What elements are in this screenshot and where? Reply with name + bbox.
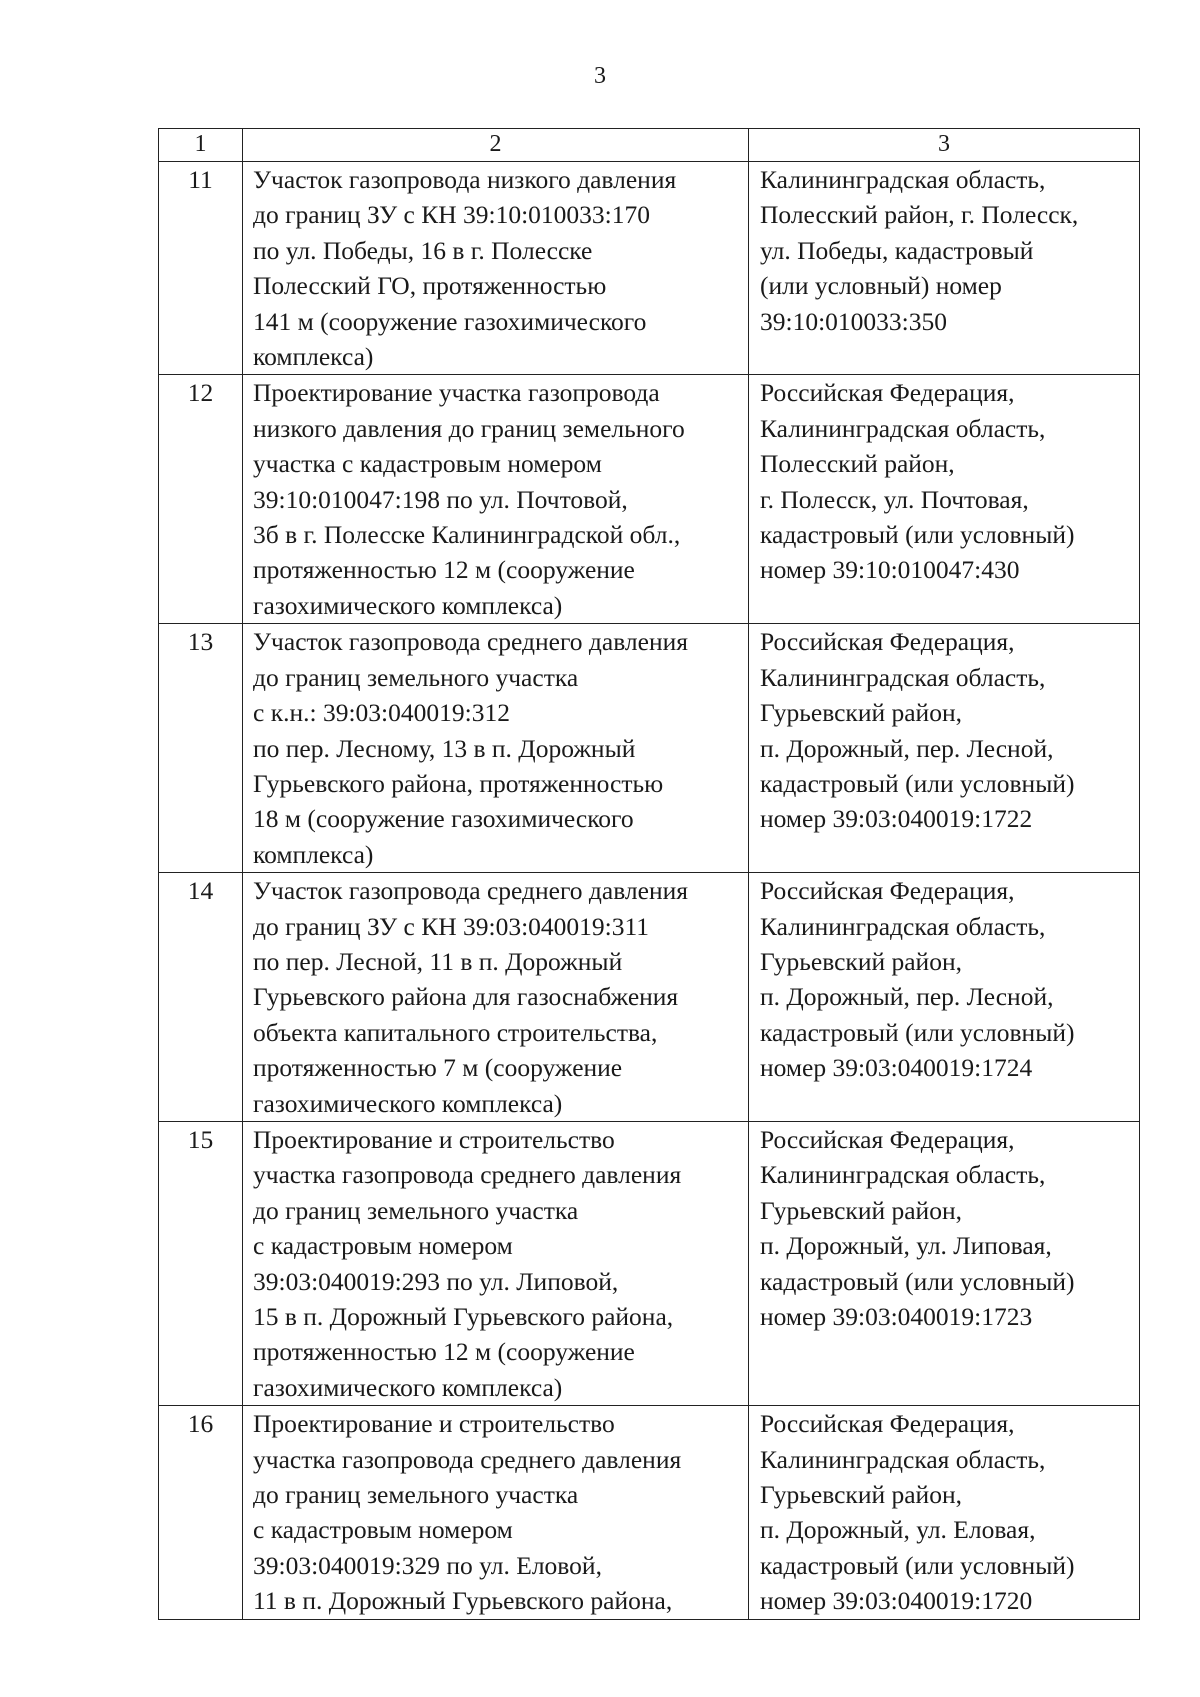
location-line: Российская Федерация,	[760, 627, 1015, 657]
object-description-cell	[243, 1121, 749, 1405]
location-line: п. Дорожный, ул. Еловая,	[760, 1515, 1036, 1545]
location-line: номер 39:03:040019:1720	[760, 1586, 1033, 1616]
location-line: Калининградская область,	[760, 662, 1046, 692]
location-line: кадастровый (или условный)	[760, 520, 1075, 550]
row-number-cell: 16	[159, 1406, 243, 1619]
description-line: комплекса)	[253, 839, 374, 869]
location-line: кадастровый (или условный)	[760, 1017, 1075, 1047]
location-line: кадастровый (или условный)	[760, 1266, 1075, 1296]
location-line: Гурьевский район,	[760, 946, 962, 976]
description-line: низкого давления до границ земельного	[253, 413, 685, 443]
description-line: газохимического комплекса)	[253, 1372, 563, 1402]
table-row	[159, 624, 1140, 873]
object-description-cell	[243, 624, 749, 873]
location-line: номер 39:03:040019:1724	[760, 1053, 1033, 1083]
description-line: протяженностью 12 м (сооружение	[253, 555, 635, 585]
description-line: 15 в п. Дорожный Гурьевского района,	[253, 1302, 674, 1331]
description-line: до границ ЗУ с КН 39:03:040019:311	[253, 911, 650, 941]
location-line: Полесский район, г. Полесск,	[760, 200, 1079, 230]
description-line: Гурьевского района для газоснабжения	[253, 982, 679, 1012]
object-location-cell	[749, 624, 1140, 873]
page-number: 3	[594, 63, 606, 89]
description-line: с кадастровым номером	[253, 1231, 513, 1261]
description-line: участка газопровода среднего давления	[253, 1160, 682, 1190]
table-row	[159, 873, 1140, 1122]
object-location-cell	[749, 873, 1140, 1122]
location-line: 39:10:010033:350	[760, 306, 948, 336]
description-line: газохимического комплекса)	[253, 1088, 563, 1118]
description-line: участка газопровода среднего давления	[253, 1444, 682, 1474]
description-line: газохимического комплекса)	[253, 590, 563, 620]
header-row	[159, 129, 1140, 162]
table-row	[159, 1406, 1140, 1619]
location-line: Российская Федерация,	[760, 876, 1015, 906]
row-number-cell: 15	[159, 1121, 243, 1405]
location-line: номер 39:03:040019:1722	[760, 804, 1033, 834]
table-row	[159, 1121, 1140, 1405]
description-line: 18 м (сооружение газохимического	[253, 804, 634, 834]
description-line: объекта капитального строительства,	[253, 1017, 658, 1047]
row-number-cell: 12	[159, 375, 243, 624]
location-line: п. Дорожный, ул. Липовая,	[760, 1231, 1052, 1261]
description-line: с кадастровым номером	[253, 1515, 513, 1545]
row-number-cell: 14	[159, 873, 243, 1122]
row-number-cell: 13	[159, 624, 243, 873]
description-line: по ул. Победы, 16 в г. Полесске	[253, 235, 593, 265]
object-description-cell	[243, 873, 749, 1122]
description-line: Проектирование участка газопровода	[253, 378, 660, 408]
table-body	[159, 129, 1140, 1620]
description-line: 11 в п. Дорожный Гурьевского района,	[253, 1586, 673, 1616]
location-line: Калининградская область,	[760, 1444, 1046, 1474]
description-line: участка с кадастровым номером	[253, 449, 602, 479]
description-line: Участок газопровода среднего давления	[253, 627, 688, 657]
description-line: с к.н.: 39:03:040019:312	[253, 698, 510, 728]
location-line: Гурьевский район,	[760, 698, 962, 728]
object-description-cell	[243, 375, 749, 624]
location-line: п. Дорожный, пер. Лесной,	[760, 982, 1054, 1012]
description-line: Проектирование и строительство	[253, 1409, 615, 1439]
header-cell-col1: 1	[159, 129, 243, 162]
object-location-cell	[749, 162, 1140, 375]
description-line: Полесский ГО, протяженностью	[253, 271, 607, 301]
header-cell-col3: 3	[749, 129, 1140, 162]
description-line: до границ земельного участка	[253, 662, 579, 692]
description-line: до границ земельного участка	[253, 1480, 579, 1510]
object-location-cell	[749, 1121, 1140, 1405]
location-line: (или условный) номер	[760, 271, 1002, 301]
location-line: Калининградская область,	[760, 413, 1046, 443]
row-number-cell: 11	[159, 162, 243, 375]
location-line: Калининградская область,	[760, 911, 1046, 941]
location-line: г. Полесск, ул. Почтовая,	[760, 484, 1029, 514]
table-row	[159, 162, 1140, 375]
object-location-cell	[749, 1406, 1140, 1619]
description-line: комплекса)	[253, 342, 374, 372]
location-line: ул. Победы, кадастровый	[760, 235, 1034, 265]
header-cell-col2: 2	[243, 129, 749, 162]
location-line: номер 39:10:010047:430	[760, 555, 1020, 585]
table-row	[159, 375, 1140, 624]
object-description-cell	[243, 1406, 749, 1619]
description-line: Проектирование и строительство	[253, 1124, 615, 1154]
location-line: номер 39:03:040019:1723	[760, 1302, 1033, 1331]
description-line: Гурьевского района, протяженностью	[253, 768, 664, 798]
objects-table	[158, 128, 1140, 1620]
location-line: п. Дорожный, пер. Лесной,	[760, 733, 1054, 763]
location-line: Гурьевский район,	[760, 1195, 962, 1225]
location-line: Российская Федерация,	[760, 378, 1015, 408]
description-line: протяженностью 12 м (сооружение	[253, 1337, 635, 1367]
description-line: 141 м (сооружение газохимического	[253, 306, 647, 336]
description-line: до границ земельного участка	[253, 1195, 579, 1225]
description-line: Участок газопровода среднего давления	[253, 876, 688, 906]
location-line: Российская Федерация,	[760, 1124, 1015, 1154]
description-line: 39:10:010047:198 по ул. Почтовой,	[253, 484, 628, 514]
description-line: 3б в г. Полесске Калининградской обл.,	[253, 520, 681, 550]
description-line: 39:03:040019:293 по ул. Липовой,	[253, 1266, 619, 1296]
location-line: кадастровый (или условный)	[760, 768, 1075, 798]
location-line: Российская Федерация,	[760, 1409, 1015, 1439]
description-line: протяженностью 7 м (сооружение	[253, 1053, 623, 1083]
location-line: Полесский район,	[760, 449, 955, 479]
location-line: Калининградская область,	[760, 1160, 1046, 1190]
description-line: Участок газопровода низкого давления	[253, 165, 677, 194]
description-line: по пер. Лесной, 11 в п. Дорожный	[253, 946, 623, 976]
object-description-cell	[243, 162, 749, 375]
location-line: кадастровый (или условный)	[760, 1550, 1075, 1580]
description-line: до границ ЗУ с КН 39:10:010033:170	[253, 200, 651, 230]
description-line: 39:03:040019:329 по ул. Еловой,	[253, 1550, 602, 1580]
object-location-cell	[749, 375, 1140, 624]
description-line: по пер. Лесному, 13 в п. Дорожный	[253, 733, 636, 763]
location-line: Гурьевский район,	[760, 1480, 962, 1510]
location-line: Калининградская область,	[760, 165, 1046, 194]
